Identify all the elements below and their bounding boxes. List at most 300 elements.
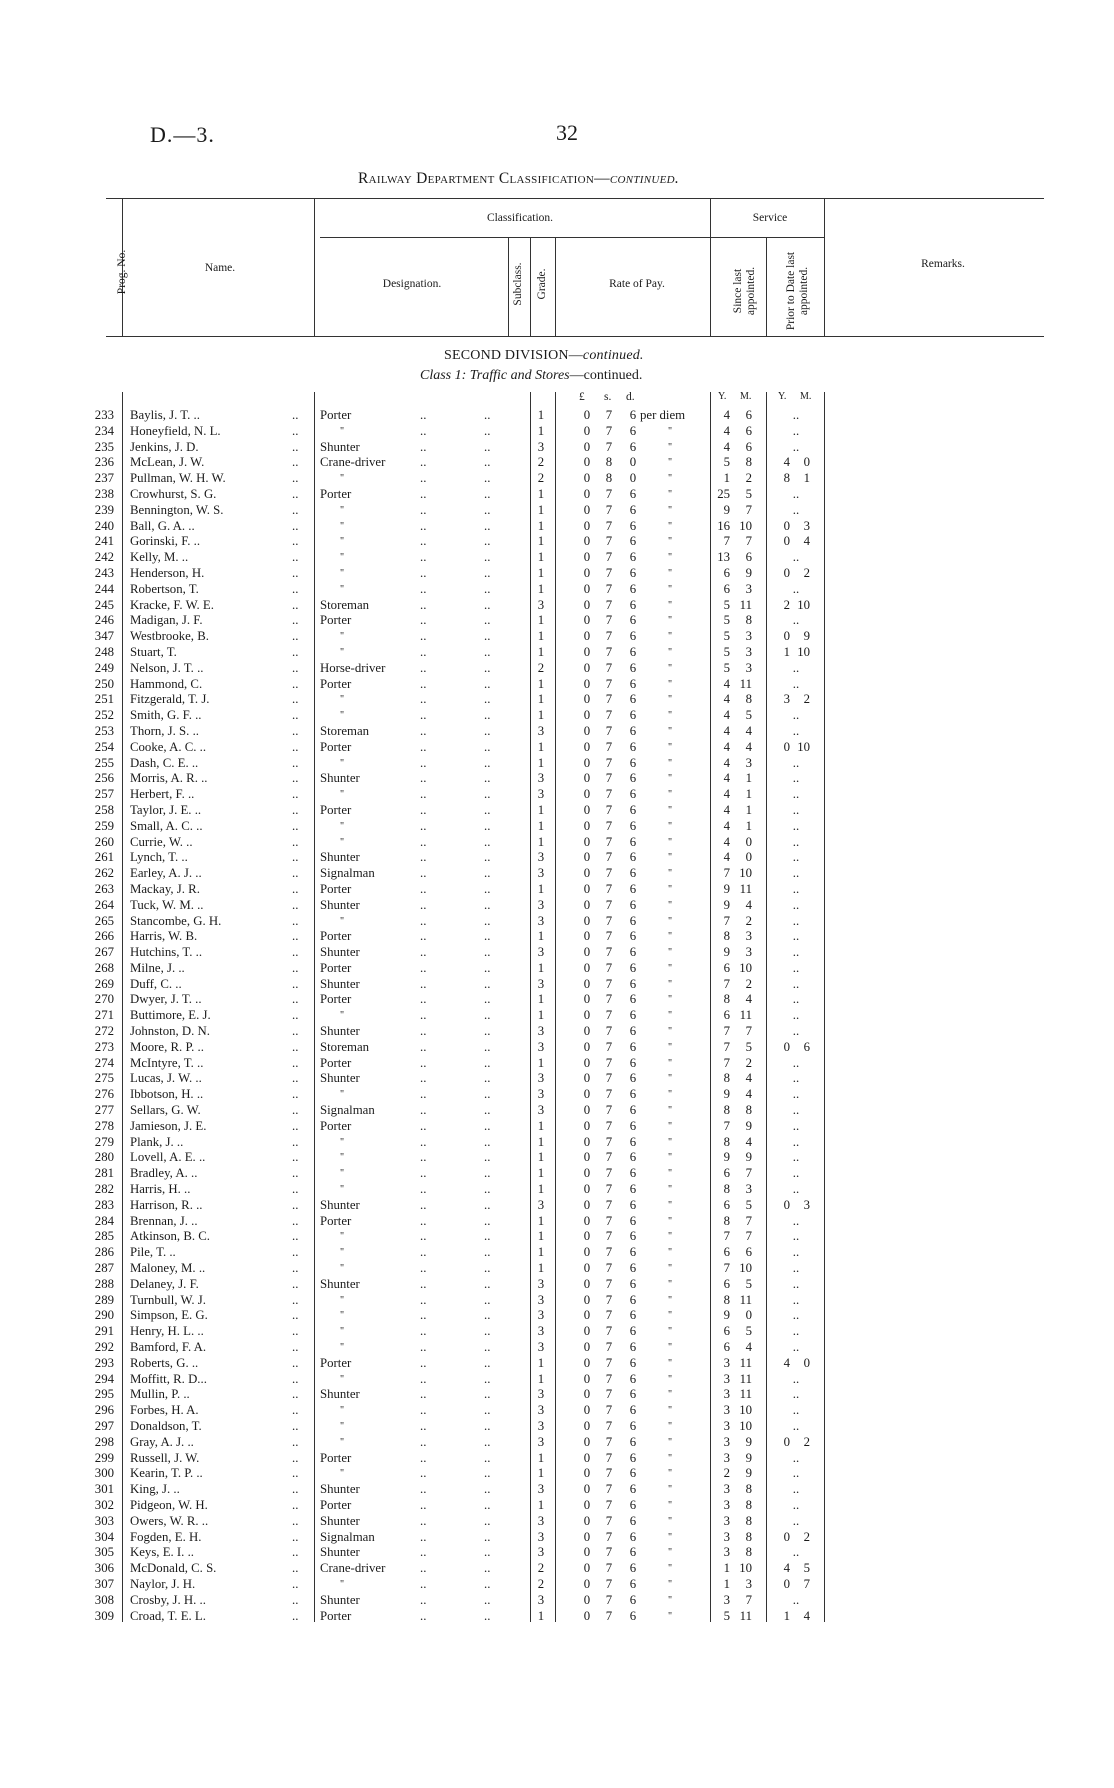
leader-dots-name: .. (292, 755, 299, 770)
since-months-cell: 9 (745, 1466, 752, 1481)
prog-no-cell: 260 (94, 834, 114, 849)
rate-shillings-cell: 7 (605, 723, 613, 738)
since-months-cell: 11 (739, 1355, 752, 1370)
staff-name-cell: McIntyre, T. .. (130, 1055, 204, 1070)
designation-cell: Porter (320, 613, 352, 628)
rate-shillings-cell: 7 (605, 1466, 613, 1481)
rate-shillings-cell: 7 (605, 1024, 613, 1039)
leader-dots-designation: .. (420, 1497, 427, 1512)
table-row (0, 1229, 1114, 1245)
prog-no-cell: 302 (94, 1497, 114, 1512)
rate-period-cell: " (668, 1010, 673, 1022)
since-years-cell: 9 (723, 502, 730, 517)
rate-pence-cell: 6 (629, 1340, 637, 1355)
since-months-cell: 3 (745, 945, 752, 960)
rate-pence-cell: 6 (629, 1150, 637, 1165)
since-months-cell: 1 (745, 771, 752, 786)
rate-period-cell: " (668, 757, 673, 769)
prog-no-cell: 243 (94, 565, 114, 580)
designation-cell: " (340, 1231, 345, 1243)
title-continued: continued. (609, 170, 680, 187)
prog-no-cell: 241 (94, 534, 114, 549)
designation-cell: " (340, 504, 345, 516)
rate-shillings-cell: 7 (605, 1308, 613, 1323)
grade-cell: 3 (537, 1308, 545, 1323)
rate-shillings-cell: 7 (605, 1055, 613, 1070)
designation-cell: Porter (320, 881, 352, 896)
rate-period-cell: " (668, 710, 673, 722)
designation-cell: Shunter (320, 771, 360, 786)
staff-name-cell: Turnbull, W. J. (130, 1292, 206, 1307)
rate-shillings-cell: 7 (605, 1008, 613, 1023)
leader-dots-designation: .. (420, 1513, 427, 1528)
designation-cell: Porter (320, 960, 352, 975)
prior-months-cell: 5 (803, 1561, 810, 1576)
leader-dots-name: .. (292, 581, 299, 596)
rate-shillings-cell: 8 (605, 455, 613, 470)
since-years-cell: 6 (723, 960, 730, 975)
rate-pence-cell: 6 (629, 644, 637, 659)
leader-dots-grade: .. (484, 1466, 491, 1481)
staff-name-cell: Henry, H. L. .. (130, 1324, 204, 1339)
grade-cell: 2 (537, 455, 545, 470)
table-row (0, 1435, 1114, 1451)
leader-dots-name: .. (292, 1197, 299, 1212)
rate-pounds-cell: 0 (583, 1592, 591, 1607)
since-years-cell: 1 (723, 471, 730, 486)
staff-name-cell: Croad, T. E. L. (130, 1608, 206, 1623)
grade-cell: 1 (537, 1608, 545, 1623)
leader-dots-name: .. (292, 1229, 299, 1244)
rate-shillings-cell: 7 (605, 1482, 613, 1497)
prog-no-cell: 280 (94, 1150, 114, 1165)
rate-period-cell: " (668, 441, 673, 453)
grade-cell: 1 (537, 755, 545, 770)
prog-no-cell: 262 (94, 866, 114, 881)
prog-no-cell: 244 (94, 581, 114, 596)
rate-shillings-cell: 7 (605, 1103, 613, 1118)
rate-shillings-cell: 7 (605, 534, 613, 549)
prior-months-cell: 4 (803, 534, 810, 549)
leader-dots-grade: .. (484, 1434, 491, 1449)
rate-pounds-cell: 0 (583, 1482, 591, 1497)
staff-name-cell: Bennington, W. S. (130, 502, 224, 517)
rate-period-cell: " (668, 552, 673, 564)
rate-period-cell: " (668, 820, 673, 832)
rate-pence-cell: 6 (629, 1245, 637, 1260)
table-row (0, 550, 1114, 566)
rate-period-cell: " (668, 1515, 673, 1527)
rate-shillings-cell: 7 (605, 976, 613, 991)
col-rate-of-pay: Rate of Pay. (609, 278, 665, 290)
rate-period-cell: " (668, 1484, 673, 1496)
unit-months-prior: M. (800, 391, 812, 402)
rate-shillings-cell: 7 (605, 518, 613, 533)
grade-cell: 3 (537, 913, 545, 928)
leader-dots-grade: .. (484, 992, 491, 1007)
table-row (0, 929, 1114, 945)
rate-period-cell: " (668, 567, 673, 579)
table-row (0, 1530, 1114, 1546)
prior-empty-dots: .. (792, 550, 800, 565)
designation-cell: Shunter (320, 976, 360, 991)
grade-cell: 1 (537, 960, 545, 975)
designation-cell: Porter (320, 1497, 352, 1512)
prior-empty-dots: .. (792, 960, 800, 975)
leader-dots-designation: .. (420, 1039, 427, 1054)
rate-period-cell: " (668, 1294, 673, 1306)
leader-dots-name: .. (292, 1561, 299, 1576)
rate-pounds-cell: 0 (583, 850, 591, 865)
prior-empty-dots: .. (792, 1513, 800, 1528)
rate-pounds-cell: 0 (583, 897, 591, 912)
leader-dots-grade: .. (484, 1324, 491, 1339)
leader-dots-grade: .. (484, 471, 491, 486)
leader-dots-grade: .. (484, 1482, 491, 1497)
designation-cell: Porter (320, 408, 352, 422)
leader-dots-grade: .. (484, 1245, 491, 1260)
rate-pounds-cell: 0 (583, 1608, 591, 1623)
prior-years-cell: 0 (783, 1576, 790, 1591)
staff-name-cell: Keys, E. I. .. (130, 1545, 194, 1560)
since-years-cell: 1 (723, 1561, 730, 1576)
table-row (0, 787, 1114, 803)
since-months-cell: 8 (745, 1103, 752, 1118)
grade-cell: 1 (537, 1497, 545, 1512)
prog-no-cell: 292 (94, 1340, 114, 1355)
prior-empty-dots: .. (792, 1008, 800, 1023)
leader-dots-name: .. (292, 597, 299, 612)
rate-shillings-cell: 7 (605, 1276, 613, 1291)
since-months-cell: 9 (745, 1118, 752, 1133)
grade-cell: 1 (537, 1118, 545, 1133)
page-title (358, 170, 679, 188)
prog-no-cell: 309 (94, 1608, 114, 1623)
since-months-cell: 2 (745, 913, 752, 928)
staff-table-body (0, 408, 1114, 1624)
staff-name-cell: Dash, C. E. .. (130, 755, 199, 770)
grade-cell: 1 (537, 1371, 545, 1386)
table-row (0, 866, 1114, 882)
prior-empty-dots: .. (792, 1371, 800, 1386)
leader-dots-grade: .. (484, 708, 491, 723)
prior-empty-dots: .. (792, 1055, 800, 1070)
since-years-cell: 3 (723, 1482, 730, 1497)
rate-period-cell: " (668, 962, 673, 974)
prog-no-cell: 271 (94, 1008, 114, 1023)
rate-period-cell: " (668, 520, 673, 532)
leader-dots-grade: .. (484, 1166, 491, 1181)
leader-dots-designation: .. (420, 1434, 427, 1449)
rate-shillings-cell: 8 (605, 471, 613, 486)
rate-pence-cell: 6 (629, 1576, 637, 1591)
table-row (0, 708, 1114, 724)
leader-dots-name: .. (292, 1545, 299, 1560)
rate-period-cell: " (668, 773, 673, 785)
since-months-cell: 7 (745, 1229, 752, 1244)
rate-pounds-cell: 0 (583, 1466, 591, 1481)
leader-dots-grade: .. (484, 1497, 491, 1512)
leader-dots-name: .. (292, 1008, 299, 1023)
leader-dots-grade: .. (484, 1182, 491, 1197)
rate-shillings-cell: 7 (605, 929, 613, 944)
prog-no-cell: 307 (94, 1576, 114, 1591)
rate-pounds-cell: 0 (583, 960, 591, 975)
leader-dots-name: .. (292, 1261, 299, 1276)
col-subclass: Subclass. (512, 262, 524, 306)
leader-dots-designation: .. (420, 1166, 427, 1181)
prior-empty-dots: .. (792, 1592, 800, 1607)
rate-period-cell: " (668, 725, 673, 737)
since-years-cell: 9 (723, 881, 730, 896)
rate-pounds-cell: 0 (583, 834, 591, 849)
prior-empty-dots: .. (792, 787, 800, 802)
grade-cell: 3 (537, 723, 545, 738)
table-row (0, 1071, 1114, 1087)
since-months-cell: 11 (739, 1608, 752, 1623)
prior-months-cell: 4 (803, 1608, 810, 1623)
rate-pounds-cell: 0 (583, 1229, 591, 1244)
classification-rule (320, 237, 712, 238)
rate-shillings-cell: 7 (605, 866, 613, 881)
rate-pence-cell: 6 (629, 992, 637, 1007)
leader-dots-name: .. (292, 676, 299, 691)
grade-cell: 1 (537, 629, 545, 644)
division-cont: continued. (582, 348, 644, 363)
prior-empty-dots: .. (792, 992, 800, 1007)
rate-pence-cell: 6 (629, 1497, 637, 1512)
leader-dots-designation: .. (420, 1403, 427, 1418)
rate-pence-cell: 6 (629, 802, 637, 817)
rate-pence-cell: 6 (629, 1261, 637, 1276)
leader-dots-grade: .. (484, 771, 491, 786)
staff-name-cell: Bamford, F. A. (130, 1340, 207, 1355)
prior-empty-dots: .. (792, 723, 800, 738)
rate-shillings-cell: 7 (605, 1434, 613, 1449)
leader-dots-designation: .. (420, 439, 427, 454)
grade-cell: 1 (537, 881, 545, 896)
rate-shillings-cell: 7 (605, 1134, 613, 1149)
staff-name-cell: Forbes, H. A. (130, 1403, 199, 1418)
prior-empty-dots: .. (792, 1024, 800, 1039)
rate-pence-cell: 6 (629, 502, 637, 517)
since-months-cell: 3 (745, 1576, 752, 1591)
prog-no-cell: 299 (94, 1450, 114, 1465)
section-heading (444, 348, 644, 364)
leader-dots-designation: .. (420, 802, 427, 817)
rate-pounds-cell: 0 (583, 676, 591, 691)
leader-dots-name: .. (292, 1245, 299, 1260)
designation-cell: Shunter (320, 850, 360, 865)
leader-dots-grade: .. (484, 1592, 491, 1607)
designation-cell: " (340, 1578, 345, 1590)
table-row (0, 850, 1114, 866)
col-remarks: Remarks. (921, 258, 965, 270)
prior-empty-dots: .. (792, 850, 800, 865)
rate-pounds-cell: 0 (583, 818, 591, 833)
rate-shillings-cell: 7 (605, 771, 613, 786)
table-row (0, 1577, 1114, 1593)
rate-shillings-cell: 7 (605, 787, 613, 802)
page-number: 32 (556, 120, 578, 145)
since-years-cell: 6 (723, 581, 730, 596)
leader-dots-name: .. (292, 692, 299, 707)
leader-dots-designation: .. (420, 1292, 427, 1307)
grade-cell: 3 (537, 1387, 545, 1402)
staff-name-cell: Dwyer, J. T. .. (130, 992, 202, 1007)
since-years-cell: 6 (723, 1197, 730, 1212)
grade-cell: 3 (537, 1292, 545, 1307)
since-years-cell: 13 (717, 550, 730, 565)
rate-period-cell: " (668, 1105, 673, 1117)
since-months-cell: 5 (745, 1276, 752, 1291)
grade-cell: 1 (537, 534, 545, 549)
rate-period-cell: " (668, 1531, 673, 1543)
leader-dots-name: .. (292, 439, 299, 454)
leader-dots-name: .. (292, 929, 299, 944)
since-months-cell: 4 (745, 739, 752, 754)
designation-cell: Signalman (320, 866, 375, 881)
prog-no-cell: 268 (94, 960, 114, 975)
rate-shillings-cell: 7 (605, 945, 613, 960)
leader-dots-name: .. (292, 818, 299, 833)
designation-cell: " (340, 1342, 345, 1354)
prior-empty-dots: .. (792, 1466, 800, 1481)
rate-pence-cell: 6 (629, 1545, 637, 1560)
leader-dots-name: .. (292, 802, 299, 817)
prior-months-cell: 2 (803, 1529, 810, 1544)
table-row (0, 1609, 1114, 1625)
rate-pence-cell: 6 (629, 945, 637, 960)
rate-pence-cell: 6 (629, 739, 637, 754)
rate-pence-cell: 6 (629, 1466, 637, 1481)
prog-no-cell: 266 (94, 929, 114, 944)
leader-dots-designation: .. (420, 1071, 427, 1086)
leader-dots-name: .. (292, 1292, 299, 1307)
grade-cell: 2 (537, 1576, 545, 1591)
prior-years-cell: 0 (783, 739, 790, 754)
since-months-cell: 11 (739, 1387, 752, 1402)
rate-pence-cell: 6 (629, 1403, 637, 1418)
prog-no-cell: 270 (94, 992, 114, 1007)
grade-cell: 1 (537, 1355, 545, 1370)
since-years-cell: 3 (723, 1387, 730, 1402)
since-years-cell: 4 (723, 439, 730, 454)
prior-empty-dots: .. (792, 486, 800, 501)
staff-name-cell: Atkinson, B. C. (130, 1229, 210, 1244)
staff-name-cell: Madigan, J. F. (130, 613, 203, 628)
staff-name-cell: Small, A. C. .. (130, 818, 203, 833)
staff-name-cell: Earley, A. J. .. (130, 866, 202, 881)
staff-name-cell: Brennan, J. .. (130, 1213, 198, 1228)
unit-years-since: Y. (718, 391, 727, 402)
rate-period-cell: " (668, 1231, 673, 1243)
leader-dots-name: .. (292, 1213, 299, 1228)
rate-shillings-cell: 7 (605, 550, 613, 565)
prog-no-cell: 275 (94, 1071, 114, 1086)
staff-name-cell: Tuck, W. M. .. (130, 897, 204, 912)
since-years-cell: 6 (723, 1245, 730, 1260)
rate-shillings-cell: 7 (605, 597, 613, 612)
since-years-cell: 4 (723, 802, 730, 817)
designation-cell: " (340, 1184, 345, 1196)
rate-pence-cell: 6 (629, 486, 637, 501)
rate-period-cell: " (668, 1389, 673, 1401)
leader-dots-designation: .. (420, 471, 427, 486)
table-row (0, 771, 1114, 787)
col-grade: Grade. (536, 268, 548, 300)
since-months-cell: 3 (745, 644, 752, 659)
since-months-cell: 3 (745, 1182, 752, 1197)
since-years-cell: 8 (723, 1213, 730, 1228)
designation-cell: Shunter (320, 1545, 360, 1560)
rate-period-cell: " (668, 915, 673, 927)
prog-no-cell: 235 (94, 439, 114, 454)
table-row (0, 992, 1114, 1008)
leader-dots-name: .. (292, 787, 299, 802)
prior-empty-dots: .. (792, 1229, 800, 1244)
prior-years-cell: 0 (783, 629, 790, 644)
staff-name-cell: Taylor, J. E. .. (130, 802, 202, 817)
leader-dots-grade: .. (484, 787, 491, 802)
since-years-cell: 5 (723, 644, 730, 659)
designation-cell: " (340, 631, 345, 643)
leader-dots-grade: .. (484, 1087, 491, 1102)
staff-name-cell: Morris, A. R. .. (130, 771, 208, 786)
table-row (0, 503, 1114, 519)
rate-period-cell: " (668, 583, 673, 595)
prior-empty-dots: .. (792, 818, 800, 833)
leader-dots-designation: .. (420, 960, 427, 975)
since-years-cell: 16 (717, 518, 730, 533)
leader-dots-designation: .. (420, 1419, 427, 1433)
rate-pence-cell: 6 (629, 787, 637, 802)
leader-dots-designation: .. (420, 1197, 427, 1212)
staff-name-cell: Sellars, G. W. (130, 1103, 201, 1118)
staff-name-cell: Henderson, H. (130, 565, 205, 580)
leader-dots-name: .. (292, 644, 299, 659)
rate-period-cell: " (668, 1326, 673, 1338)
leader-dots-name: .. (292, 1497, 299, 1512)
staff-name-cell: Jenkins, J. D. (130, 439, 199, 454)
leader-dots-grade: .. (484, 1055, 491, 1070)
grade-cell: 3 (537, 897, 545, 912)
leader-dots-designation: .. (420, 1229, 427, 1244)
rate-pounds-cell: 0 (583, 644, 591, 659)
prog-no-cell: 274 (94, 1055, 114, 1070)
rate-shillings-cell: 7 (605, 739, 613, 754)
since-years-cell: 5 (723, 1608, 730, 1623)
rate-period-cell: " (668, 1247, 673, 1259)
rate-pence-cell: 6 (629, 1071, 637, 1086)
since-years-cell: 6 (723, 1166, 730, 1181)
leader-dots-grade: .. (484, 1292, 491, 1307)
since-months-cell: 7 (745, 1166, 752, 1181)
since-months-cell: 5 (745, 708, 752, 723)
grade-cell: 1 (537, 1166, 545, 1181)
rate-shillings-cell: 7 (605, 802, 613, 817)
leader-dots-name: .. (292, 534, 299, 549)
rate-period-cell: " (668, 1278, 673, 1290)
grade-cell: 3 (537, 976, 545, 991)
staff-name-cell: Pullman, W. H. W. (130, 471, 226, 486)
staff-name-cell: Kelly, M. .. (130, 550, 189, 565)
leader-dots-grade: .. (484, 834, 491, 849)
prior-years-cell: 4 (783, 455, 790, 470)
leader-dots-grade: .. (484, 1419, 491, 1433)
prior-empty-dots: .. (792, 1261, 800, 1276)
rate-shillings-cell: 7 (605, 1608, 613, 1623)
